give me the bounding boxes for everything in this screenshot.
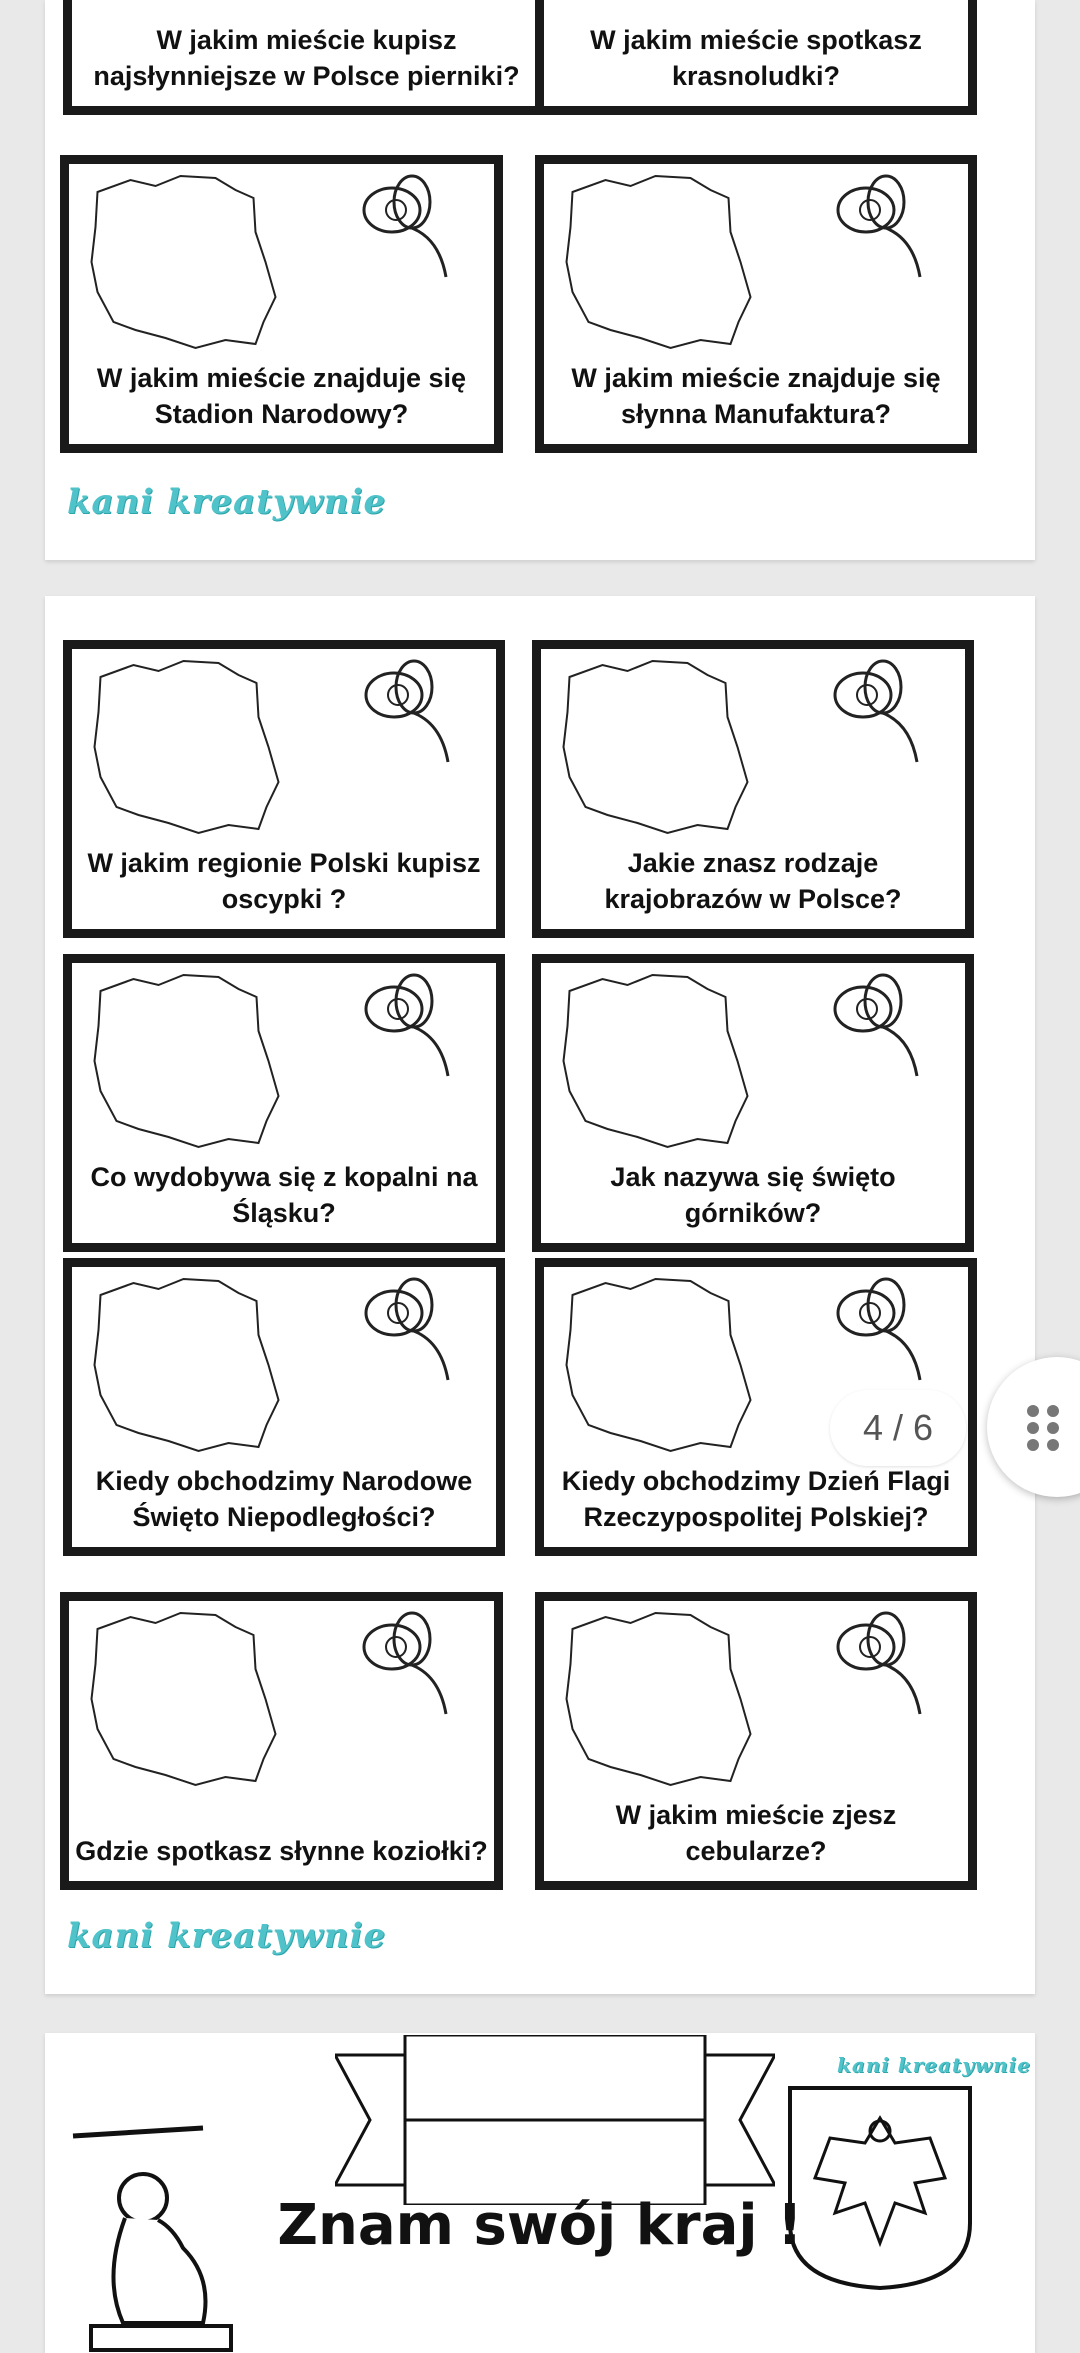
question-card (532, 954, 974, 1252)
question-text: Kiedy obchodzimy Dzień Flagi Rzeczypospolitej Polskiej? (561, 1466, 951, 1532)
question-card (63, 0, 550, 115)
document-page-5 (45, 2033, 1035, 2353)
poster-title: Znam swój kraj ! (277, 2193, 803, 2258)
poland-map-outline (83, 172, 288, 362)
question-text: Jak nazywa się święto górników? (610, 1162, 896, 1228)
question-card (63, 640, 505, 938)
grid-dots-icon (1025, 1403, 1061, 1453)
poppy-flower-icon (356, 971, 456, 1081)
question-card (60, 155, 503, 453)
document-page-3 (45, 0, 1035, 560)
question-text: Kiedy obchodzimy Narodowe Święto Niepodległości? (95, 1466, 473, 1532)
question-card (535, 0, 977, 115)
poland-map-outline (555, 657, 760, 847)
poland-map-outline (558, 1275, 763, 1465)
question-card (63, 1258, 505, 1556)
polish-eagle-emblem (785, 2083, 975, 2293)
poland-map-outline (86, 971, 291, 1161)
poland-map-outline (555, 971, 760, 1161)
poland-map-outline (558, 172, 763, 362)
poppy-flower-icon (828, 1275, 928, 1385)
document-page-4 (45, 596, 1035, 1994)
poland-map-outline (86, 657, 291, 847)
poppy-flower-icon (354, 1609, 454, 1719)
question-text: W jakim mieście zjesz cebularze? (615, 1800, 897, 1866)
poland-map-outline (86, 1275, 291, 1465)
poppy-flower-icon (828, 172, 928, 282)
question-text: Gdzie spotkasz słynne koziołki? (75, 1836, 488, 1866)
poppy-flower-icon (356, 657, 456, 767)
question-card (535, 155, 977, 453)
question-card (535, 1592, 977, 1890)
poland-map-outline (83, 1609, 288, 1799)
page-counter: 4 / 6 (830, 1390, 966, 1466)
watermark: kani kreatywnie (67, 1916, 387, 1956)
question-text: Jakie znasz rodzaje krajobrazów w Polsce? (604, 848, 902, 914)
question-card (63, 954, 505, 1252)
question-text: W jakim mieście znajduje się słynna Manufaktura? (571, 363, 941, 429)
banner-ribbon (335, 2035, 775, 2205)
question-text: W jakim mieście znajduje się Stadion Narodowy? (96, 363, 467, 429)
question-text: W jakim mieście kupisz najsłynniejsze w Polsce pierniki? (93, 25, 520, 91)
question-card (532, 640, 974, 938)
question-card (60, 1592, 503, 1890)
poppy-flower-icon (825, 657, 925, 767)
question-text: W jakim mieście spotkasz krasnoludki? (590, 25, 922, 91)
poppy-flower-icon (825, 971, 925, 1081)
poland-map-outline (558, 1609, 763, 1799)
poppy-flower-icon (828, 1609, 928, 1719)
watermark: kani kreatywnie (837, 2053, 1031, 2077)
watermark: kani kreatywnie (67, 482, 387, 522)
question-text: Co wydobywa się z kopalni na Śląsku? (90, 1162, 478, 1228)
poppy-flower-icon (354, 172, 454, 282)
question-text: W jakim regionie Polski kupisz oscypki ? (87, 848, 481, 914)
poppy-flower-icon (356, 1275, 456, 1385)
